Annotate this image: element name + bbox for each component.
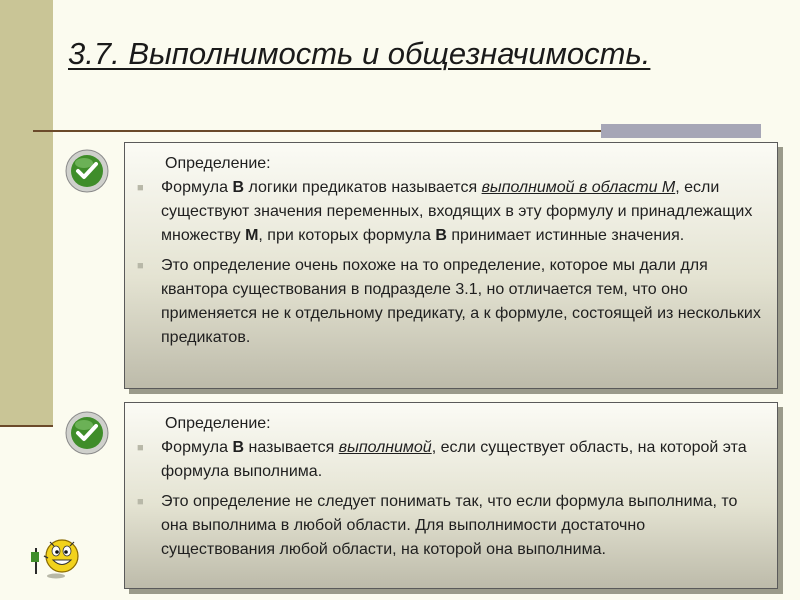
paragraph-text — [161, 439, 747, 480]
definition-paragraph — [137, 436, 763, 484]
text-run: Формула — [161, 439, 233, 456]
sidebar-band — [0, 0, 53, 425]
text-run: , при которых формула — [258, 227, 436, 244]
definition-paragraph — [137, 176, 763, 248]
defined-term: выполнимой — [338, 439, 432, 456]
definition-paragraph — [137, 254, 763, 350]
smiley-mascot-icon — [28, 530, 84, 580]
title-rule-accent — [601, 124, 761, 138]
paragraph-text — [161, 493, 737, 558]
defined-term: выполнимой в области М — [481, 179, 676, 196]
bold-term: B — [232, 439, 245, 456]
definition-panel — [124, 402, 778, 589]
text-run: Это определение не следует понимать так, что если формула выполнима, то она выполнима в любой области. Для выполнимости достаточно существования любой области, на которой она выполнима. — [161, 493, 738, 558]
bold-term: B — [435, 227, 447, 244]
definition-panel — [124, 142, 778, 389]
sidebar-divider — [0, 425, 53, 427]
definition-heading: Определение: — [165, 155, 271, 172]
definition-heading: Определение: — [165, 415, 271, 432]
text-run: логики предикатов называется — [244, 179, 482, 196]
text-run: , если существуют значения переменных, входящих в эту формулу и принадлежащих множеству — [161, 179, 753, 244]
text-run: называется — [244, 439, 339, 456]
definition-paragraph — [137, 490, 763, 562]
bullet-icon: ■ — [137, 260, 144, 272]
bullet-icon: ■ — [137, 182, 144, 194]
text-run: принимает истинные значения. — [446, 227, 685, 244]
bold-term: М — [245, 227, 259, 244]
paragraph-text — [161, 257, 761, 346]
text-run: , если существует область, на которой эта формула выполнима. — [161, 439, 747, 480]
paragraph-text — [161, 179, 752, 244]
check-mark-icon — [64, 148, 110, 194]
bullet-icon: ■ — [137, 442, 144, 454]
check-mark-icon — [64, 410, 110, 456]
text-run: Формула — [161, 179, 233, 196]
bold-term: B — [232, 179, 245, 196]
bullet-icon: ■ — [137, 496, 144, 508]
page-title: 3.7. Выполнимость и общезначимость. — [68, 36, 651, 71]
text-run: Это определение очень похоже на то определение, которое мы дали для квантора существования в подразделе 3.1, но отличается тем, что оно применяется не к отдельному предикату, а к формуле, состоящей из нескольких предикатов. — [161, 257, 761, 346]
